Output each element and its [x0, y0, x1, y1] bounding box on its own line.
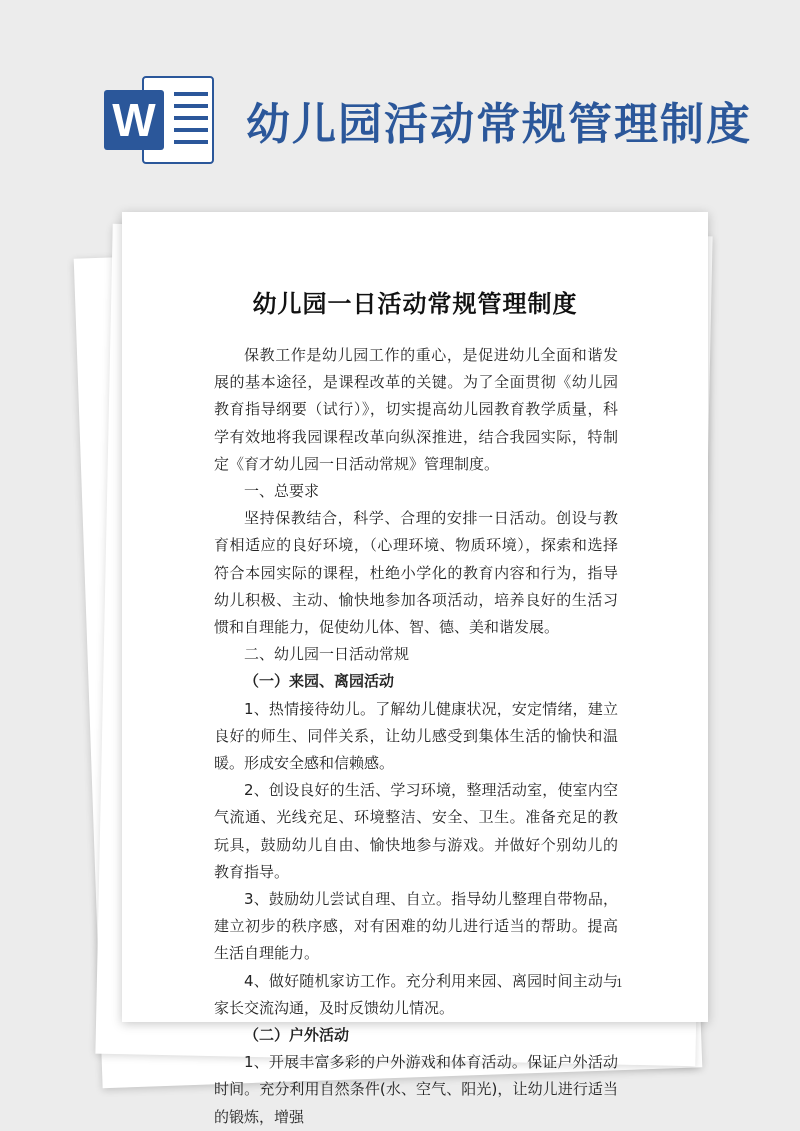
document-page	[122, 212, 708, 1126]
paragraph: 1、热情接待幼儿。了解幼儿健康状况，安定情绪，建立良好的师生、同伴关系，让幼儿感受到集体生活的愉快和温暖。形成安全感和信赖感。	[214, 699, 618, 773]
document-title: 幼儿园一日活动常规管理制度	[252, 290, 578, 318]
section-subheading: （一）来园、离园活动	[244, 672, 395, 691]
page-number: 1	[616, 977, 623, 990]
paragraph: 3、鼓励幼儿尝试自理、自立。指导幼儿整理自带物品，建立初步的秩序感，对有困难的幼儿进行适当的帮助。提高生活自理能力。	[214, 890, 618, 963]
paragraph: 坚持保教结合，科学、合理的安排一日活动。创设与教育相适应的良好环境，（心理环境、物质环境），探索和选择符合本园实际的课程，杜绝小学化的教育内容和行为，指导幼儿积极、主动、愉快地参加各项活动，培养良好的生活习惯和自理能力，促使幼儿体、智、德、美和谐发展。	[214, 509, 618, 637]
section-subheading: （二）户外活动	[244, 1026, 350, 1045]
paragraph: 4、做好随机家访工作。充分利用来园、离园时间主动与家长交流沟通，及时反馈幼儿情况。	[214, 971, 618, 1017]
document-body	[214, 342, 618, 1131]
header-banner	[0, 0, 800, 200]
page-title: 幼儿园活动常规管理制度	[246, 99, 752, 150]
paragraph: 2、创设良好的生活、学习环境，整理活动室，使室内空气流通、光线充足、环境整洁、安全、卫生。准备充足的教玩具，鼓励幼儿自由、愉快地参与游戏。并做好个别幼儿的教育指导。	[214, 781, 618, 881]
word-icon-letter: W	[104, 90, 164, 150]
paragraph: 1、开展丰富多彩的户外游戏和体育活动。保证户外活动时间。充分利用自然条件(水、空气、阳光)，让幼儿进行适当的锻炼，增强	[214, 1053, 618, 1126]
word-document-icon	[104, 72, 216, 168]
paragraph: 一、总要求	[244, 482, 320, 501]
paragraph: 保教工作是幼儿园工作的重心，是促进幼儿全面和谐发展的基本途径，是课程改革的关键。为了全面贯彻《幼儿园教育指导纲要（试行）》，切实提高幼儿园教育教学质量，科学有效地将我园课程改革向纵深推进，结合我园实际，特制定《育才幼儿园一日活动常规》管理制度。	[214, 346, 618, 473]
paragraph: 二、幼儿园一日活动常规	[244, 645, 410, 664]
